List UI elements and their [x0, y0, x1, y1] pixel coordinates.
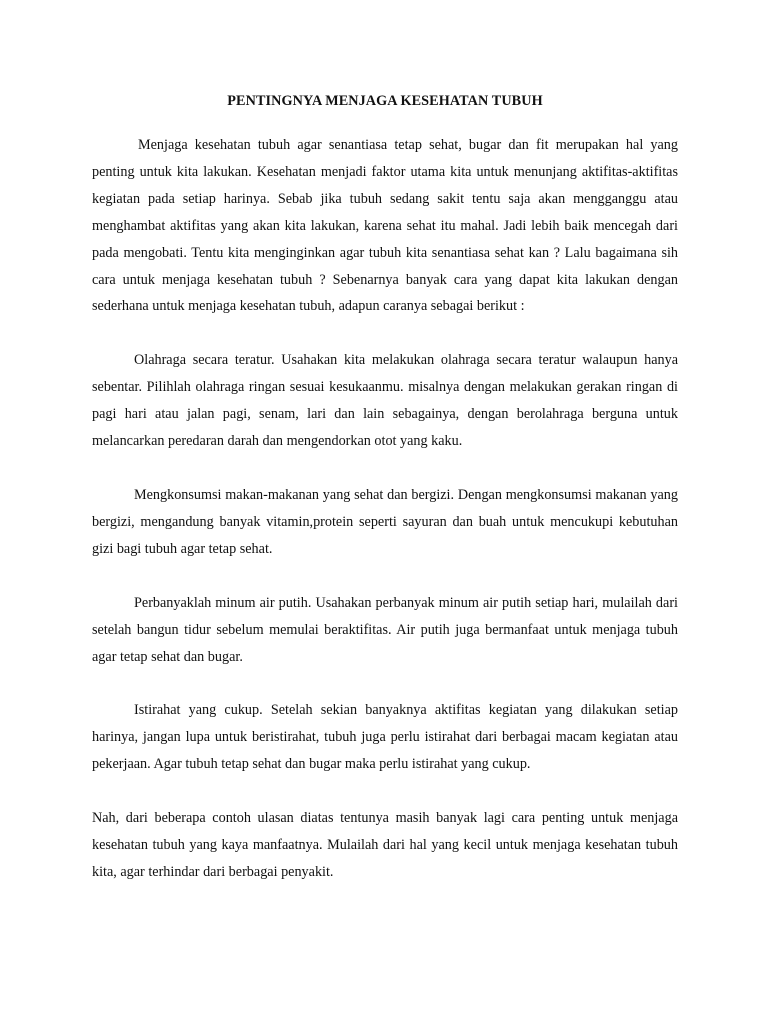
paragraph-makanan: Mengkonsumsi makan-makanan yang sehat dan bergizi. Dengan mengkonsumsi makanan yang bergizi, mengandung banyak vitamin,protein seperti sayuran dan buah untuk mencukupi kebutuhan gizi bagi tubuh agar tetap sehat.: [92, 486, 678, 557]
paragraph-istirahat: Istirahat yang cukup. Setelah sekian banyaknya aktifitas kegiatan yang dilakukan setiap harinya, jangan lupa untuk beristirahat, tubuh juga perlu istirahat dari berbagai macam kegiatan atau pekerjaan. Agar tubuh tetap sehat dan bugar maka perlu istirahat yang cukup.: [92, 702, 678, 773]
paragraph-intro: Menjaga kesehatan tubuh agar senantiasa tetap sehat, bugar dan fit merupakan hal yang penting untuk kita lakukan. Kesehatan menjadi faktor utama kita untuk menunjang aktifitas-aktifitas kegiatan pada setiap harinya. Sebab jika tubuh sedang sakit tentu saja akan mengganggu atau menghambat aktifitas yang akan kita lakukan, karena sehat itu mahal. Jadi lebih baik mencegah dari pada mengobati. Tentu kita menginginkan agar tubuh kita senantiasa sehat kan ? Lalu bagaimana sih cara untuk menjaga kesehatan tubuh ? Sebenarnya banyak cara yang dapat kita lakukan dengan sederhana untuk menjaga kesehatan tubuh, adapun caranya sebagai berikut :: [92, 137, 678, 315]
paragraph-air-putih: Perbanyaklah minum air putih. Usahakan perbanyak minum air putih setiap hari, mulailah dari setelah bangun tidur sebelum memulai beraktifitas. Air putih juga bermanfaat untuk menjaga tubuh agar tetap sehat dan bugar.: [92, 594, 678, 665]
paragraph-olahraga: Olahraga secara teratur. Usahakan kita melakukan olahraga secara teratur walaupun hanya sebentar. Pilihlah olahraga ringan sesuai kesukaanmu. misalnya dengan melakukan gerakan ringan di pagi hari atau jalan pagi, senam, lari dan lain sebagainya, dengan berolahraga berguna untuk melancarkan peredaran darah dan mengendorkan otot yang kaku.: [92, 352, 678, 450]
paragraph-penutup: Nah, dari beberapa contoh ulasan diatas tentunya masih banyak lagi cara penting untuk menjaga kesehatan tubuh yang kaya manfaatnya. Mulailah dari hal yang kecil untuk menjaga kesehatan tubuh kita, agar terhindar dari berbagai penyakit.: [92, 810, 678, 880]
document-page: [92, 88, 678, 913]
document-title: PENTINGNYA MENJAGA KESEHATAN TUBUH: [227, 93, 543, 109]
